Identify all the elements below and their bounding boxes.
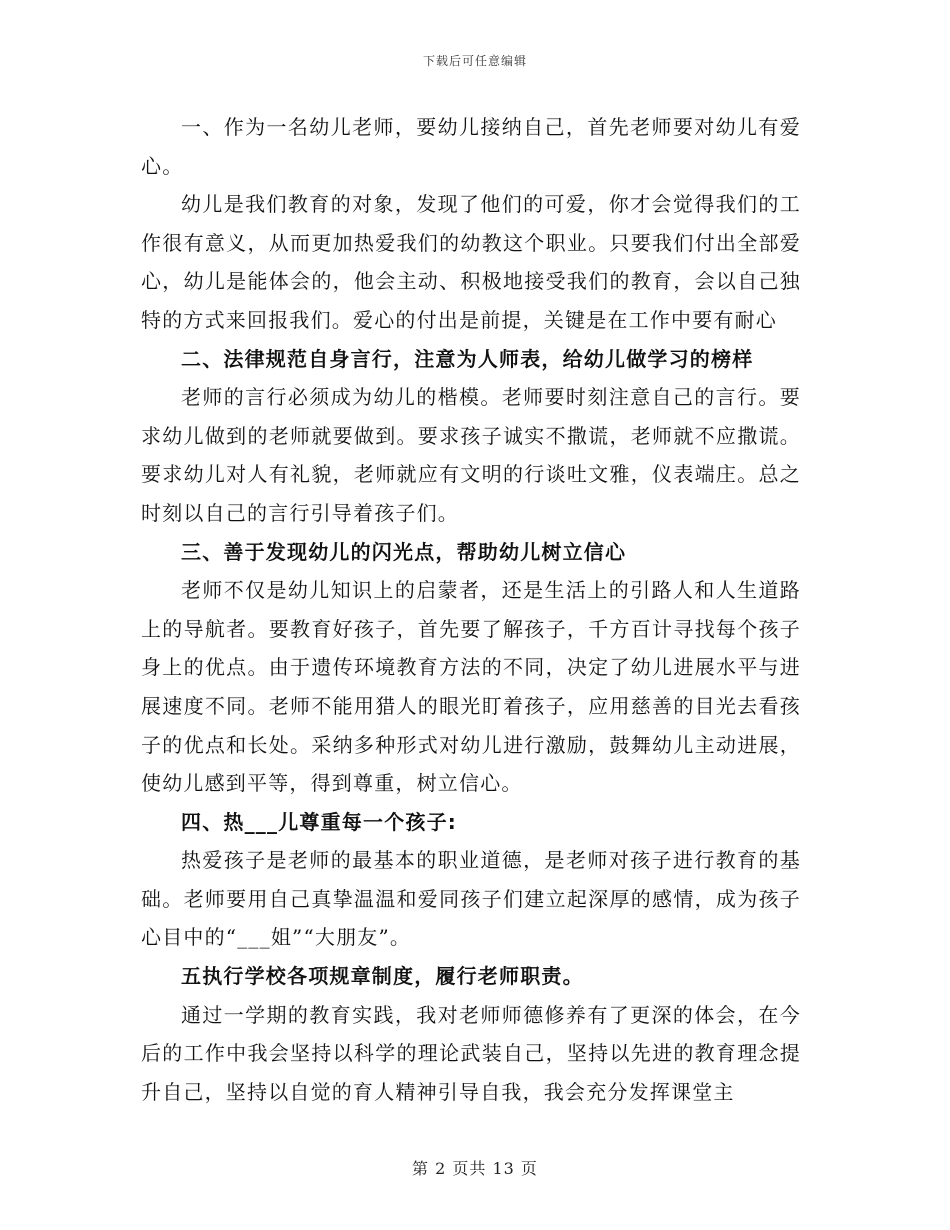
page-number: 第 2 页共 13 页 bbox=[412, 1159, 538, 1178]
paragraph-5: 热爱孩子是老师的最基本的职业道德，是老师对孩子进行教育的基础。老师要用自己真挚温温和爱同孩子们建立起深厚的感情，成为孩子心目中的“___姐”“大朋友”。 bbox=[141, 848, 801, 950]
document-body bbox=[141, 108, 801, 1111]
paragraph-3: 老师的言行必须成为幼儿的楷模。老师要时刻注意自己的言行。要求幼儿做到的老师就要做到。要求孩子诚实不撒谎，老师就不应撒谎。要求幼儿对人有礼貌，老师就应有文明的行谈吐文雅，仪表端庄。总之时刻以自己的言行引导着孩子们。 bbox=[141, 385, 801, 525]
paragraph-1: 一、作为一名幼儿老师，要幼儿接纳自己，首先老师要对幼儿有爱心。 bbox=[141, 115, 801, 178]
paragraph-2: 幼儿是我们教育的对象，发现了他们的可爱，你才会觉得我们的工作很有意义，从而更加热爱我们的幼教这个职业。只要我们付出全部爱心，幼儿是能体会的，他会主动、积极地接受我们的教育，会以自己独特的方式来回报我们。爱心的付出是前提，关键是在工作中要有耐心 bbox=[141, 192, 801, 332]
header-note: 下载后可任意编辑 bbox=[422, 54, 527, 68]
paragraph-6: 通过一学期的教育实践，我对老师师德修养有了更深的体会，在今后的工作中我会坚持以科学的理论武装自己，坚持以先进的教育理念提升自己，坚持以自觉的育人精神引导自我，我会充分发挥课堂主 bbox=[141, 1002, 801, 1104]
section-heading-4: 四、热___儿尊重每一个孩子: bbox=[181, 809, 457, 834]
section-heading-3: 三、善于发现幼儿的闪光点，帮助幼儿树立信心 bbox=[181, 539, 627, 564]
section-heading-2: 二、法律规范自身言行，注意为人师表，给幼儿做学习的榜样 bbox=[181, 346, 754, 371]
section-heading-5: 五执行学校各项规章制度，履行老师职责。 bbox=[181, 964, 584, 989]
paragraph-4: 老师不仅是幼儿知识上的启蒙者，还是生活上的引路人和人生道路上的导航者。要教育好孩子，首先要了解孩子，千方百计寻找每个孩子身上的优点。由于遗传环境教育方法的不同，决定了幼儿进展水平与进展速度不同。老师不能用猎人的眼光盯着孩子，应用慈善的目光去看孩子的优点和长处。采纳多种形式对幼儿进行激励，鼓舞幼儿主动进展，使幼儿感到平等，得到尊重，树立信心。 bbox=[141, 578, 801, 796]
